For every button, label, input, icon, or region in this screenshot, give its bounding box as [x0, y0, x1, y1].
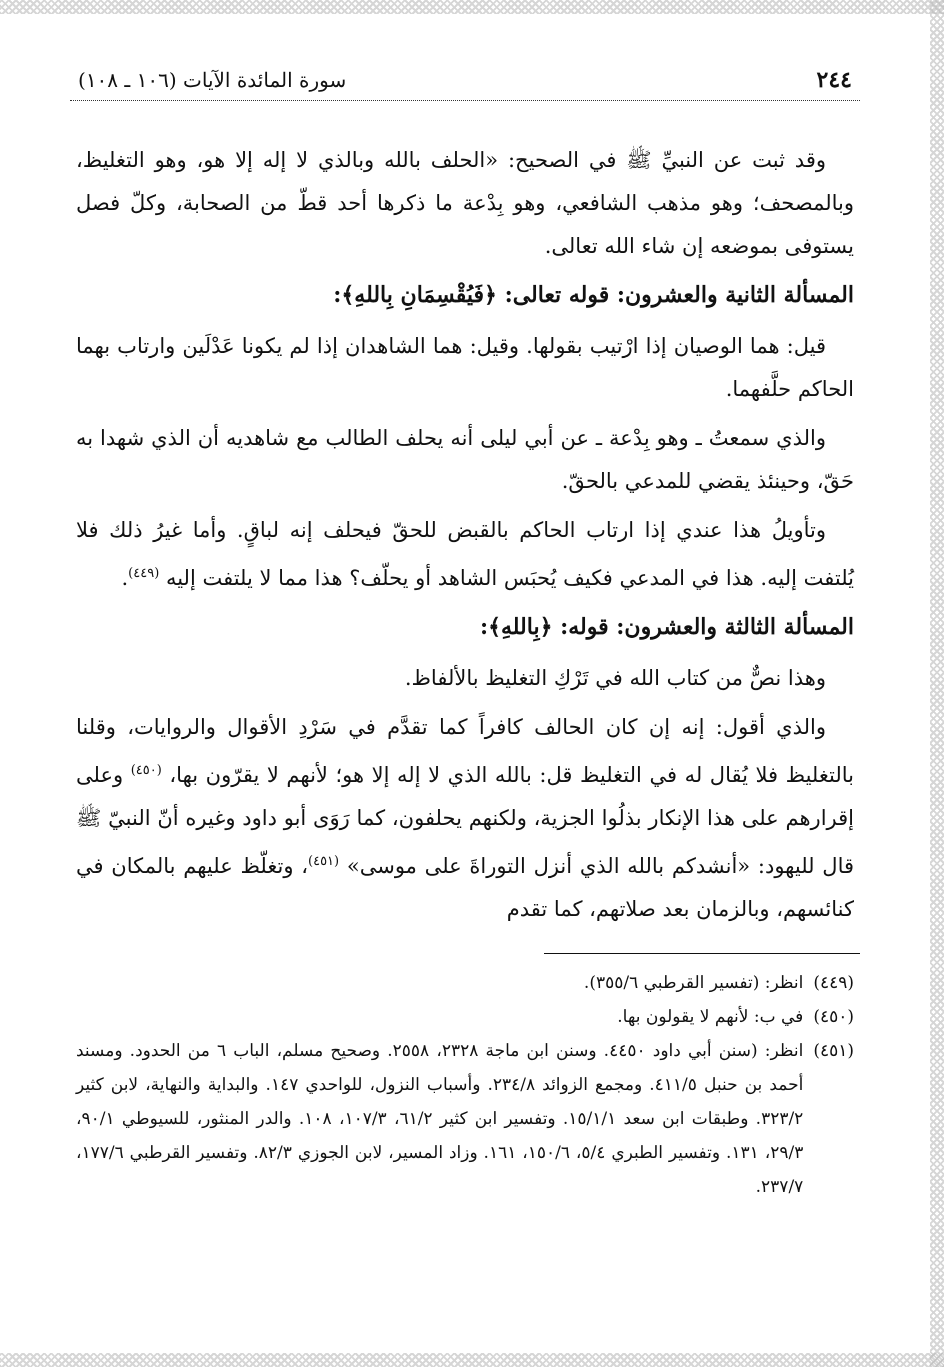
decorative-border-right: [930, 0, 944, 1367]
footnote-number: (٤٥١): [813, 1041, 854, 1061]
paragraph: والذي أقول: إنه إن كان الحالف كافراً كما تقدَّم في سَرْدِ الأقوال والروايات، وقلنا بالتغليظ فلا يُقال له في التغليظ قل: بالله الذي لا إله إلا هو؛ لأنهم لا يقرّون بها، $^{(٤٥٠)}$ وعلى إقرارهم على هذا الإنكار بذلُوا الجزية، ولكنهم يحلفون، كما رَوَى أبو داود وغيره أنّ النبيّ ﷺ قال لليهود: «أنشدكم بالله الذي أنزل التوراةَ على موسى» $^{(٤٥١)}$، وتغلّظ عليهم بالمكان في كنائسهم، وبالزمان بعد صلاتهم، كما تقدم: [76, 715, 854, 921]
footnote-number: (٤٤٩): [813, 973, 854, 993]
footnote-ref: (٤٥٠): [130, 763, 162, 778]
paragraph: وقد ثبت عن النبيِّ ﷺ في الصحيح: «الحلف بالله وبالذي لا إله إلا هو، وهو التغليظ، وبالمصحف؛ وهو مذهب الشافعي، وهو بِدْعة ما ذكرها أحد قطّ من الصحابة، وكلّ فصل يستوفى بموضعه إن شاء الله تعالى.: [76, 148, 854, 258]
footnote: [76, 1034, 854, 1204]
footnote: [76, 1000, 854, 1034]
section-heading: المسألة الثانية والعشرون: قوله تعالى: ﴿فَيُقْسِمَانِ بِاللهِ﴾:: [333, 282, 854, 308]
footnote-number: (٤٥٠): [813, 1007, 854, 1027]
footnote-text: انظر: (تفسير القرطبي ٣٥٥/٦).: [583, 973, 804, 993]
footnotes: [70, 966, 860, 1204]
decorative-border-top: [0, 0, 944, 14]
page-number: ٢٤٤: [816, 67, 852, 93]
running-title: سورة المائدة الآيات (١٠٦ ـ ١٠٨): [78, 68, 347, 92]
footnote-ref: (٤٥١): [308, 854, 340, 869]
paragraph: قيل: هما الوصيان إذا ارْتيب بقولها. وقيل: هما الشاهدان إذا لم يكونا عَدْلَين وارتاب بهما الحاكم حلَّفهما.: [76, 334, 854, 401]
page-header: [70, 60, 860, 101]
book-page: [70, 60, 860, 1204]
footnote-text: انظر: (سنن أبي داود ٤٤٥٠. وسنن ابن ماجة ٢٣٢٨، ٢٥٥٨. وصحيح مسلم، الباب ٦ من الحدود. ومسند أحمد بن حنبل ٤١١/٥. ومجمع الزوائد ٢٣٤/٨. وأسباب النزول، للواحدي ١٤٧. والبداية والنهاية، لابن كثير ٣٢٣/٢. وطبقات ابن سعد ١٥/١/١. وتفسير ابن كثير ٦١/٢، ١٠٧/٣، ١٠٨. والدر المنثور، للسيوطي ٩٠/١، ٢٩/٣، ١٣١. وتفسير الطبري ٥/٤، ١٥٠/٦، ١٦١. وزاد المسير، لابن الجوزي ٨٢/٣. وتفسير القرطبي ١٧٧/٦، ٢٣٧/٧.: [76, 1041, 804, 1197]
paragraph: وتأويلُ هذا عندي إذا ارتاب الحاكم بالقبض للحقّ فيحلف إنه لباقٍ. وأما غيرُ ذلك فلا يُلتفت إليه. هذا في المدعي فكيف يُحبَس الشاهد أو يحلّف؟ هذا مما لا يلتفت إليه $^{(٤٤٩)}$.: [76, 518, 854, 590]
paragraph: وهذا نصٌّ من كتاب الله في تَرْكِ التغليظ بالألفاظ.: [404, 666, 826, 690]
footnote-text: في ب: لأنهم لا يقولون بها.: [617, 1007, 804, 1027]
main-text: [70, 139, 860, 931]
decorative-border-bottom: [0, 1353, 944, 1367]
footnote-ref: (٤٤٩): [128, 566, 160, 581]
footnote-separator: [544, 953, 860, 954]
paragraph: والذي سمعتُ ـ وهو بِدْعة ـ عن أبي ليلى أنه يحلف الطالب مع شاهديه أن الذي شهدا به حَقّ، وحينئذ يقضي للمدعي بالحقّ.: [76, 426, 854, 493]
section-heading: المسألة الثالثة والعشرون: قوله: ﴿بِاللهِ﴾:: [479, 614, 854, 640]
footnote: [76, 966, 854, 1000]
